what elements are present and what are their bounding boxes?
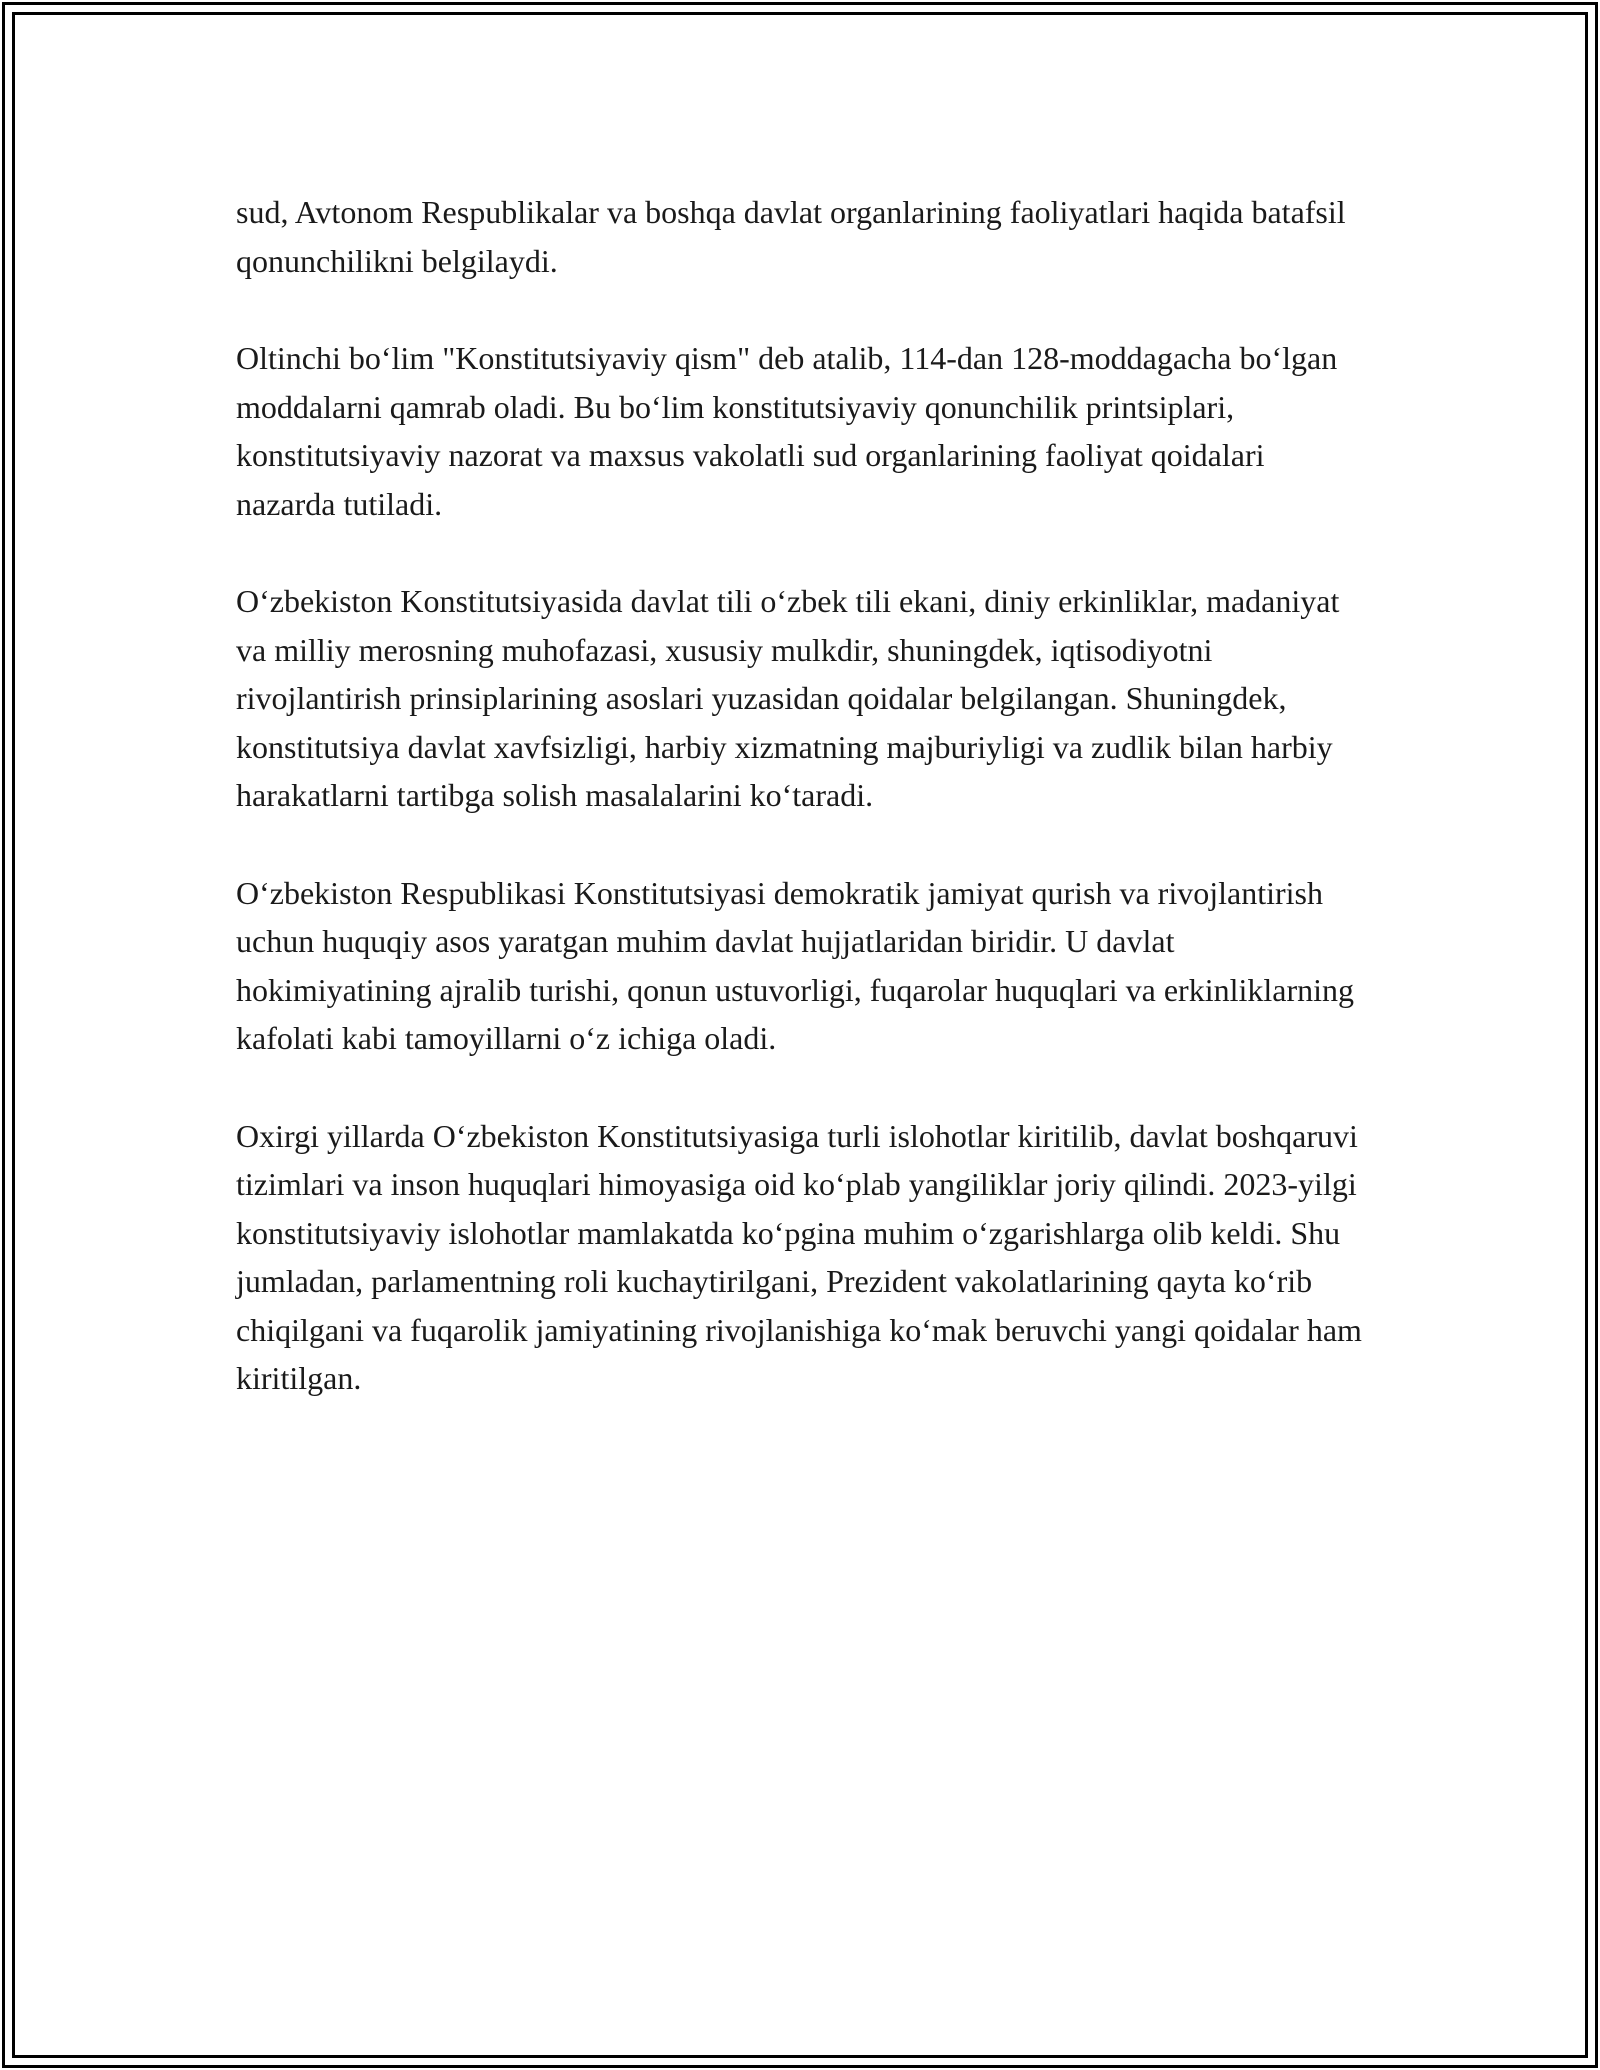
paragraph-3: O‘zbekiston Konstitutsiyasida davlat tili o‘zbek tili ekani, diniy erkinliklar, madaniyat va milliy merosning muhofazasi, xususiy mulkdir, shuningdek, iqtisodiyotni rivojlantirish prinsiplarining asoslari yuzasidan qoidalar belgilangan. Shuningdek, konstitutsiya davlat xavfsizligi, harbiy xizmatning majburiyligi va zudlik bilan harbiy harakatlarni tartibga solish masalalarini ko‘taradi.	[236, 583, 1340, 813]
document-body	[236, 188, 1366, 1452]
paragraph-4: O‘zbekiston Respublikasi Konstitutsiyasi demokratik jamiyat qurish va rivojlantirish uchun huquqiy asos yaratgan muhim davlat hujjatlaridan biridir. U davlat hokimiyatining ajralib turishi, qonun ustuvorligi, fuqarolar huquqlari va erkinliklarning kafolati kabi tamoyillarni o‘z ichiga oladi.	[236, 874, 1355, 1056]
paragraph-2: Oltinchi bo‘lim "Konstitutsiyaviy qism" deb atalib, 114-dan 128-moddagacha bo‘lgan moddalarni qamrab oladi. Bu bo‘lim konstitutsiyaviy qonunchilik printsiplari, konstitutsiyaviy nazorat va maxsus vakolatli sud organlarining faoliyat qoidalari nazarda tutiladi.	[236, 340, 1338, 522]
paragraph-1: sud, Avtonom Respublikalar va boshqa davlat organlarining faoliyatlari haqida batafsil qonunchilikni belgilaydi.	[236, 194, 1346, 279]
paragraph-5: Oxirgi yillarda O‘zbekiston Konstitutsiyasiga turli islohotlar kiritilib, davlat boshqaruvi tizimlari va inson huquqlari himoyasiga oid ko‘plab yangiliklar joriy qilindi. 2023-yilgi konstitutsiyaviy islohotlar mamlakatda ko‘pgina muhim o‘zgarishlarga olib keldi. Shu jumladan, parlamentning roli kuchaytirilgani, Prezident vakolatlarining qayta ko‘rib chiqilgani va fuqarolik jamiyatining rivojlanishiga ko‘mak beruvchi yangi qoidalar ham kiritilgan.	[236, 1117, 1362, 1396]
